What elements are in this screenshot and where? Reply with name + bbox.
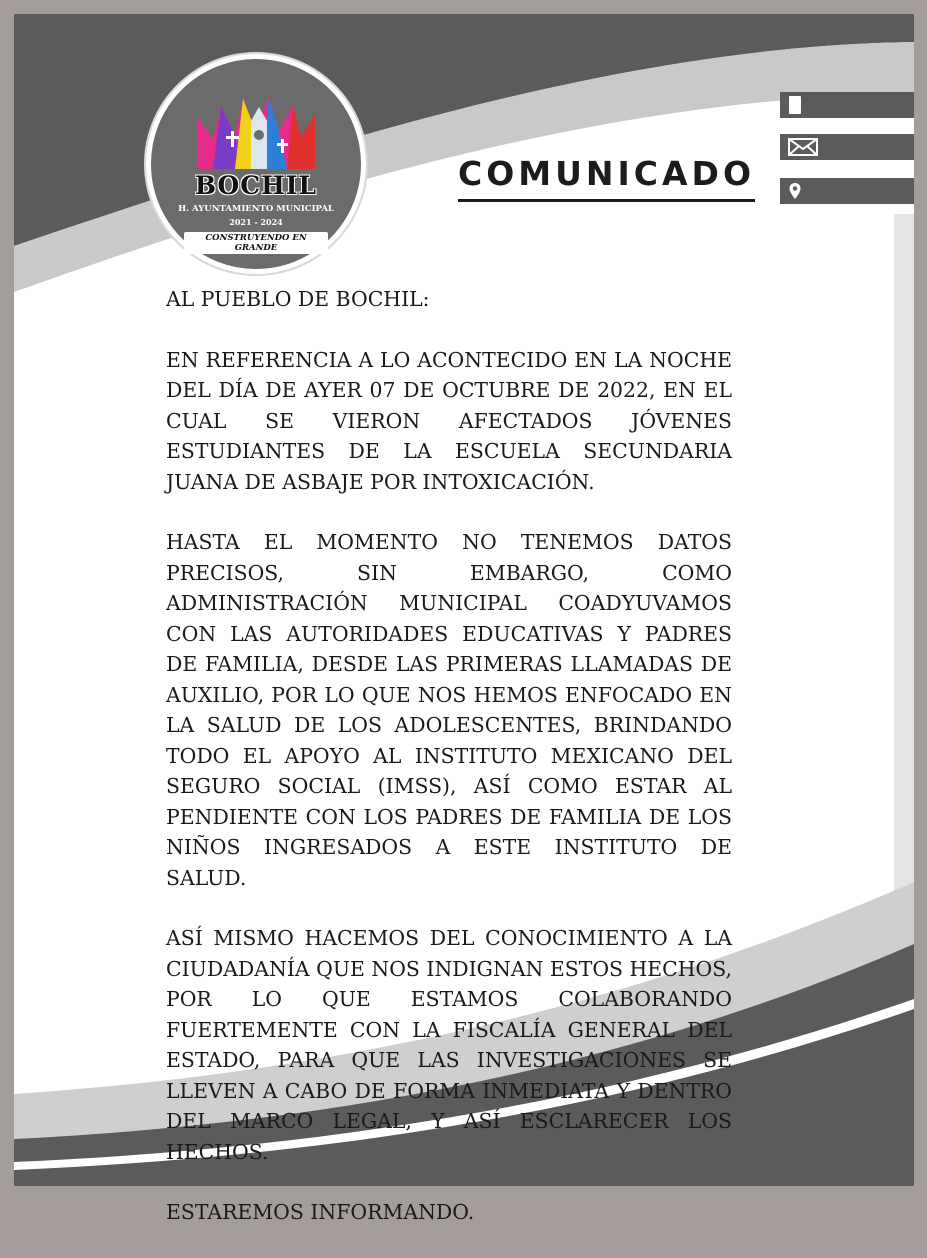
right-light-strip (894, 214, 914, 894)
location-pin-icon (788, 182, 802, 200)
envelope-icon (788, 138, 818, 156)
contact-bar-location (780, 178, 914, 204)
contact-bar-email (780, 134, 914, 160)
phone-icon (788, 96, 802, 114)
letter-closing: ESTAREMOS INFORMANDO. (166, 1200, 475, 1224)
letterhead-sheet (14, 14, 914, 1224)
logo-motto: CONSTRUYENDO EN GRANDE (184, 232, 328, 254)
letter-paragraph-2: HASTA EL MOMENTO NO TENEMOS DATOS PRECISOS, SIN EMBARGO, COMO ADMINISTRACIÓN MUNICIPAL COADYUVAMOS CON LAS AUTORIDADES EDUCATIVAS Y PADRES DE FAMILIA, DESDE LAS PRIMERAS LLAMADAS DE AUXILIO, POR LO QUE NOS HEMOS ENFOCADO EN LA SALUD DE LOS ADOLESCENTES, BRINDANDO TODO EL APOYO AL INSTITUTO MEXICANO DEL SEGURO SOCIAL (IMSS), ASÍ COMO ESTAR AL PENDIENTE CON LOS PADRES DE FAMILIA DE LOS NIÑOS INGRESADOS A ESTE INSTITUTO DE SALUD. (166, 530, 732, 890)
municipal-logo (146, 54, 366, 274)
logo-subtitle: H. AYUNTAMIENTO MUNICIPAL (178, 204, 334, 214)
letter-greeting: AL PUEBLO DE BOCHIL: (166, 287, 430, 311)
logo-years: 2021 - 2024 (229, 217, 283, 227)
letter-paragraph-1: EN REFERENCIA A LO ACONTECIDO EN LA NOCHE DEL DÍA DE AYER 07 DE OCTUBRE DE 2022, EN EL CUAL SE VIERON AFECTADOS JÓVENES ESTUDIANTES DE LA ESCUELA SECUNDARIA JUANA DE ASBAJE POR INTOXICACIÓN. (166, 347, 732, 494)
contact-bar-phone (780, 92, 914, 118)
page-title: COMUNICADO (458, 154, 755, 202)
logo-name: BOCHIL (194, 171, 318, 200)
letter-paragraph-3: ASÍ MISMO HACEMOS DEL CONOCIMIENTO A LA CIUDADANÍA QUE NOS INDIGNAN ESTOS HECHOS, POR LO QUE ESTAMOS COLABORANDO FUERTEMENTE CON LA FISCALÍA GENERAL DEL ESTADO, PARA QUE LAS INVESTIGACIONES SE LLEVEN A CABO DE FORMA INMEDIATA Y DENTRO DEL MARCO LEGAL, Y ASÍ ESCLARECER LOS HECHOS. (166, 926, 732, 1164)
letter-body (166, 284, 732, 1258)
